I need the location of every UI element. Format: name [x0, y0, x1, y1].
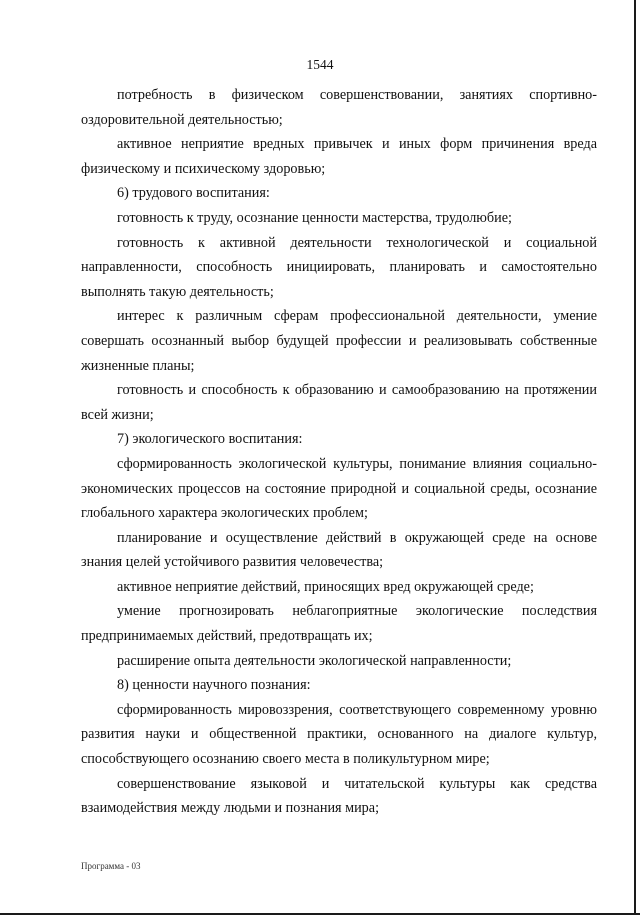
paragraph: активное неприятие вредных привычек и иных форм причинения вреда физическому и психическому здоровью;: [81, 136, 597, 177]
document-body: [81, 83, 597, 821]
paragraph: активное неприятие действий, приносящих вред окружающей среде;: [117, 578, 534, 595]
paragraph: готовность к активной деятельности технологической и социальной направленности, способность инициировать, планировать и самостоятельно выполнять такую деятельность;: [81, 234, 597, 300]
paragraph: сформированность экологической культуры, понимание влияния социально-экономических процессов на состояние природной и социальной среды, осознание глобального характера экологических проблем;: [81, 455, 597, 522]
paragraph: готовность к труду, осознание ценности мастерства, трудолюбие;: [117, 209, 512, 226]
section-heading: 6) трудового воспитания:: [117, 185, 270, 202]
scan-edge-right: [634, 0, 636, 915]
paragraph: интерес к различным сферам профессиональной деятельности, умение совершать осознанный выбор будущей профессии и реализовывать собственные жизненные планы;: [81, 308, 597, 374]
paragraph: потребность в физическом совершенствовании, занятиях спортивно-оздоровительной деятельностью;: [81, 87, 597, 128]
footer-note: Программа - 03: [81, 861, 141, 871]
paragraph: умение прогнозировать неблагоприятные экологические последствия предпринимаемых действий, предотвращать их;: [81, 603, 597, 645]
section-heading: 7) экологического воспитания:: [117, 431, 303, 448]
paragraph: планирование и осуществление действий в окружающей среде на основе знания целей устойчивого развития человечества;: [81, 529, 597, 571]
paragraph: готовность и способность к образованию и самообразованию на протяжении всей жизни;: [81, 382, 597, 423]
paragraph: сформированность мировоззрения, соответствующего современному уровню развития науки и общественной практики, основанного на диалоге культур, способствующего осознанию своего места в поликультурном мире;: [81, 701, 597, 768]
paragraph: расширение опыта деятельности экологической направленности;: [117, 652, 512, 669]
paragraph: совершенствование языковой и читательской культуры как средства взаимодействия между людьми и познания мира;: [81, 775, 597, 817]
section-heading: 8) ценности научного познания:: [117, 677, 311, 694]
page-number: 1544: [306, 57, 334, 72]
